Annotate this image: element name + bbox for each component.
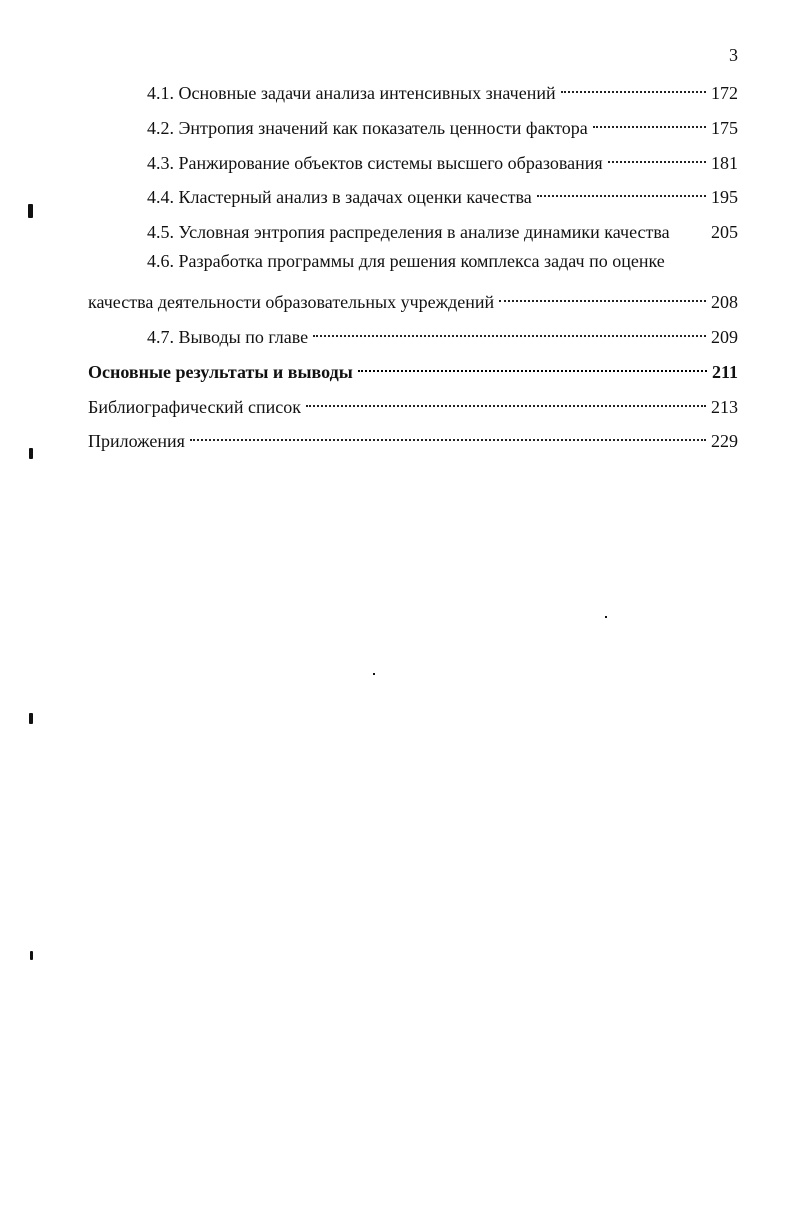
toc-entry-page: 181 xyxy=(711,153,738,173)
toc-entry-page: 229 xyxy=(711,431,738,451)
scan-speck xyxy=(605,616,607,618)
toc-entry-4-6-line1[interactable]: 4.6. Разработка программы для решения комплекса задач по оценке xyxy=(147,251,665,271)
toc-entry-title: 4.5. Условная энтропия распределения в анализе динамики качества xyxy=(147,222,670,242)
toc-entry-results[interactable] xyxy=(88,354,738,382)
scan-speck xyxy=(30,951,33,960)
page-number: 3 xyxy=(729,45,738,65)
toc-entry-page: 195 xyxy=(711,187,738,207)
dot-leader xyxy=(608,145,706,169)
toc-entry-title: 4.4. Кластерный анализ в задачах оценки качества xyxy=(147,187,532,207)
dot-leader xyxy=(313,319,706,343)
toc-entry-appendices[interactable] xyxy=(88,423,738,451)
toc-entry-page: 205 xyxy=(711,222,738,242)
dot-leader xyxy=(358,354,707,378)
toc-entry-4-7[interactable] xyxy=(147,319,738,347)
dot-leader xyxy=(190,423,706,447)
dot-leader xyxy=(561,75,706,99)
toc-entry-4-2[interactable] xyxy=(147,110,738,138)
toc-entry-4-3[interactable] xyxy=(147,145,738,173)
toc-entry-page: 209 xyxy=(711,327,738,347)
toc-entry-page: 208 xyxy=(711,292,738,312)
dot-leader xyxy=(673,214,708,238)
toc-entry-page: 172 xyxy=(711,83,738,103)
toc-entry-title: 4.3. Ранжирование объектов системы высшего образования xyxy=(147,153,603,173)
scan-speck xyxy=(29,713,33,724)
toc-entry-title: 4.7. Выводы по главе xyxy=(147,327,309,347)
toc-entry-4-5[interactable] xyxy=(147,214,738,242)
dot-leader xyxy=(537,179,706,203)
toc-entry-title: Библиографический список xyxy=(88,397,301,417)
scan-speck xyxy=(29,448,33,459)
scan-speck xyxy=(28,204,33,218)
toc-entry-title: качества деятельности образовательных учреждений xyxy=(88,292,495,312)
dot-leader xyxy=(499,284,706,308)
toc-entry-4-4[interactable] xyxy=(147,179,738,207)
dot-leader xyxy=(306,389,706,413)
dot-leader xyxy=(593,110,706,134)
toc-entry-page: 175 xyxy=(711,118,738,138)
toc-entry-title: Приложения xyxy=(88,431,185,451)
toc-entry-4-1[interactable] xyxy=(147,75,738,103)
toc-entry-title: Основные результаты и выводы xyxy=(88,362,353,382)
toc-entry-title: 4.2. Энтропия значений как показатель ценности фактора xyxy=(147,118,588,138)
toc-entry-bibliography[interactable] xyxy=(88,389,738,417)
toc-entry-4-6[interactable] xyxy=(88,284,738,312)
toc-entry-page: 213 xyxy=(711,397,738,417)
toc-entry-page: 211 xyxy=(711,362,738,382)
scan-speck xyxy=(373,673,375,675)
toc-entry-title: 4.1. Основные задачи анализа интенсивных значений xyxy=(147,83,556,103)
